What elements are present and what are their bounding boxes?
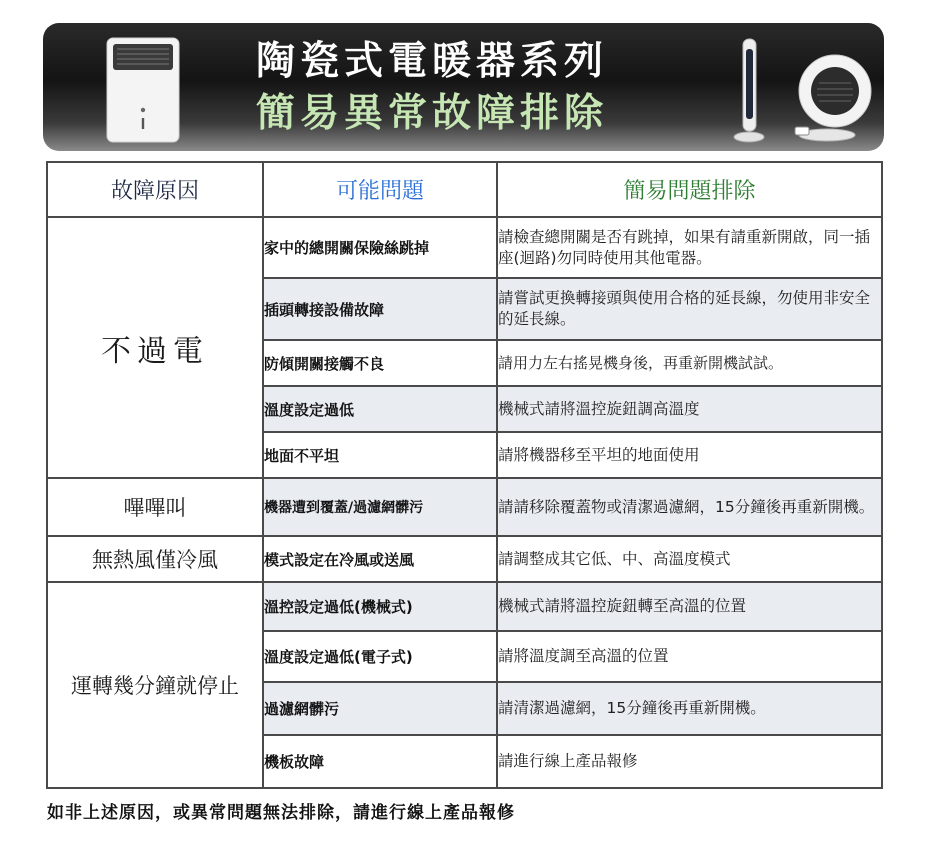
banner-title: 陶瓷式電暖器系列	[256, 39, 609, 84]
solution-cell: 請用力左右搖晃機身後，再重新開機試試。	[497, 340, 882, 386]
problem-cell: 機板故障	[263, 735, 497, 788]
table-row	[47, 478, 882, 536]
problem-cell: 家中的總開關保險絲跳掉	[263, 217, 497, 278]
solution-cell: 請將溫度調至高溫的位置	[497, 631, 882, 682]
header-solution: 簡易問題排除	[497, 162, 882, 217]
troubleshooting-table	[46, 161, 883, 789]
solution-cell: 機械式請將溫控旋鈕調高溫度	[497, 386, 882, 432]
table-row	[47, 217, 882, 278]
solution-cell: 請進行線上產品報修	[497, 735, 882, 788]
tower-heater-image	[732, 37, 766, 145]
footer-note: 如非上述原因，或異常問題無法排除，請進行線上產品報修	[47, 803, 515, 823]
banner-subtitle: 簡易異常故障排除	[256, 91, 609, 136]
cause-cold-air-only: 無熱風僅冷風	[47, 536, 263, 582]
solution-cell: 請將機器移至平坦的地面使用	[497, 432, 882, 478]
problem-cell: 插頭轉接設備故障	[263, 278, 497, 340]
table-row	[47, 582, 882, 631]
cause-no-power: 不過電	[47, 217, 263, 478]
problem-cell: 過濾網髒污	[263, 682, 497, 735]
cause-beeping: 嗶嗶叫	[47, 478, 263, 536]
fan-heater-image	[789, 49, 875, 143]
solution-cell: 請調整成其它低、中、高溫度模式	[497, 536, 882, 582]
solution-cell: 請嘗試更換轉接頭與使用合格的延長線，勿使用非安全的延長線。	[497, 278, 882, 340]
problem-cell: 防傾開關接觸不良	[263, 340, 497, 386]
table-row	[47, 536, 882, 582]
ceramic-heater-image	[105, 34, 181, 146]
solution-cell: 請檢查總開關是否有跳掉，如果有請重新開啟，同一插座(迴路)勿同時使用其他電器。	[497, 217, 882, 278]
table-header-row	[47, 162, 882, 217]
header-cause: 故障原因	[47, 162, 263, 217]
solution-cell: 請請移除覆蓋物或清潔過濾網，15分鐘後再重新開機。	[497, 478, 882, 536]
header-banner	[43, 23, 884, 151]
problem-cell: 溫度設定過低(電子式)	[263, 631, 497, 682]
solution-cell: 機械式請將溫控旋鈕轉至高溫的位置	[497, 582, 882, 631]
problem-cell: 模式設定在冷風或送風	[263, 536, 497, 582]
problem-cell: 溫控設定過低(機械式)	[263, 582, 497, 631]
problem-cell: 機器遭到覆蓋/過濾網髒污	[263, 478, 497, 536]
problem-cell: 溫度設定過低	[263, 386, 497, 432]
solution-cell: 請清潔過濾網，15分鐘後再重新開機。	[497, 682, 882, 735]
header-problem: 可能問題	[263, 162, 497, 217]
problem-cell: 地面不平坦	[263, 432, 497, 478]
cause-stops-after-minutes: 運轉幾分鐘就停止	[47, 582, 263, 788]
